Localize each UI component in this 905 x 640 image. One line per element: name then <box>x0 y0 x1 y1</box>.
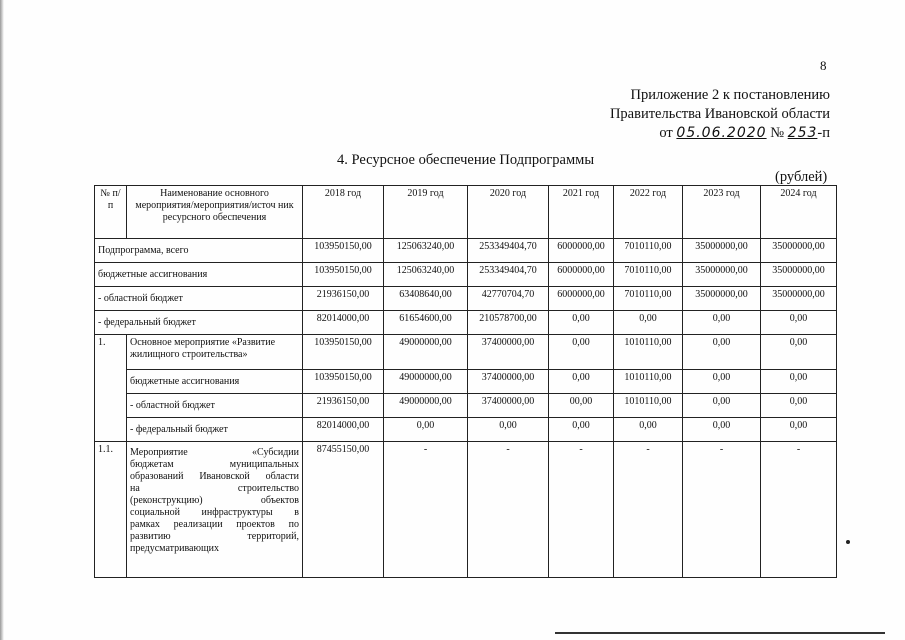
decree-date: 05.06.2020 <box>676 125 767 141</box>
cell-value: 35000000,00 <box>761 263 837 287</box>
header-year: 2021 год <box>549 186 614 239</box>
table-row <box>95 370 837 394</box>
cell-value: 103950150,00 <box>303 370 384 394</box>
cell-value: 0,00 <box>761 335 837 370</box>
cell-value: 103950150,00 <box>303 263 384 287</box>
header-year: 2022 год <box>614 186 683 239</box>
cell-value: 0,00 <box>761 311 837 335</box>
row-label: Подпрограмма, всего <box>95 239 303 263</box>
cell-value: 0,00 <box>761 418 837 442</box>
page-number: 8 <box>820 58 827 73</box>
table-row <box>95 335 837 370</box>
label-line: бюджетам муниципальных <box>130 459 299 470</box>
resource-table <box>94 185 837 578</box>
row-number: 1. <box>95 335 127 442</box>
table-row <box>95 263 837 287</box>
row-label: - федеральный бюджет <box>95 311 303 335</box>
number-suffix: -п <box>817 125 830 141</box>
cell-value: 37400000,00 <box>468 335 549 370</box>
cell-value: 7010110,00 <box>614 263 683 287</box>
cell-value: 0,00 <box>683 394 761 418</box>
cell-value: 210578700,00 <box>468 311 549 335</box>
row-label: - областной бюджет <box>95 287 303 311</box>
cell-value: 0,00 <box>683 370 761 394</box>
row-label: бюджетные ассигнования <box>95 263 303 287</box>
cell-value: 61654600,00 <box>384 311 468 335</box>
cell-value: 63408640,00 <box>384 287 468 311</box>
scan-edge <box>0 0 4 640</box>
cell-value: 125063240,00 <box>384 263 468 287</box>
appendix-line-3 <box>610 124 830 143</box>
table-row <box>95 394 837 418</box>
row-number: 1.1. <box>95 442 127 578</box>
row-label: бюджетные ассигнования <box>127 370 303 394</box>
cell-value: - <box>384 442 468 578</box>
cell-value: 0,00 <box>614 311 683 335</box>
header-year: 2024 год <box>761 186 837 239</box>
cell-value: 125063240,00 <box>384 239 468 263</box>
cell-value: 1010110,00 <box>614 394 683 418</box>
cell-value: 0,00 <box>468 418 549 442</box>
table-row <box>95 239 837 263</box>
row-label: - областной бюджет <box>127 394 303 418</box>
section-title: 4. Ресурсное обеспечение Подпрограммы <box>337 152 595 168</box>
header-row <box>95 186 837 239</box>
scan-speck <box>846 540 850 544</box>
cell-value: 0,00 <box>549 335 614 370</box>
cell-value: 37400000,00 <box>468 370 549 394</box>
cell-value: - <box>549 442 614 578</box>
cell-value: 7010110,00 <box>614 287 683 311</box>
cell-value: 35000000,00 <box>683 263 761 287</box>
number-label: № <box>770 125 785 141</box>
cell-value: 0,00 <box>614 418 683 442</box>
from-label: от <box>659 125 673 141</box>
cell-value: - <box>468 442 549 578</box>
appendix-line-1: Приложение 2 к постановлению <box>630 87 830 103</box>
cell-value: 103950150,00 <box>303 239 384 263</box>
currency-note: (рублей) <box>775 169 828 185</box>
cell-value: 0,00 <box>683 335 761 370</box>
header-name: Наименование основного мероприятия/мероприятия/источ ник ресурсного обеспечения <box>127 186 303 239</box>
cell-value: 49000000,00 <box>384 335 468 370</box>
cell-value: 35000000,00 <box>683 239 761 263</box>
cell-value: 87455150,00 <box>303 442 384 578</box>
cell-value: 6000000,00 <box>549 287 614 311</box>
row-label: - федеральный бюджет <box>127 418 303 442</box>
cell-value: 21936150,00 <box>303 394 384 418</box>
cell-value: 0,00 <box>549 311 614 335</box>
cell-value: 253349404,70 <box>468 239 549 263</box>
label-line: предусматривающих <box>130 543 220 554</box>
cell-value: 35000000,00 <box>761 287 837 311</box>
cell-value: 1010110,00 <box>614 370 683 394</box>
table-body <box>95 186 837 578</box>
header-year: 2018 год <box>303 186 384 239</box>
cell-value: 6000000,00 <box>549 263 614 287</box>
cell-value: 21936150,00 <box>303 287 384 311</box>
cell-value: 42770704,70 <box>468 287 549 311</box>
appendix-line-2: Правительства Ивановской области <box>609 106 830 122</box>
cell-value: 1010110,00 <box>614 335 683 370</box>
row-label: Основное мероприятие «Развитие жилищного строительства» <box>127 335 303 370</box>
header-year: 2019 год <box>384 186 468 239</box>
decree-number: 253 <box>787 125 818 141</box>
cell-value: 0,00 <box>683 311 761 335</box>
label-line: развитию территорий, <box>130 531 299 542</box>
cell-value: 103950150,00 <box>303 335 384 370</box>
cell-value: 00,00 <box>549 394 614 418</box>
table-row <box>95 311 837 335</box>
table-row <box>95 442 837 578</box>
cell-value: 7010110,00 <box>614 239 683 263</box>
cell-value: - <box>683 442 761 578</box>
cell-value: 35000000,00 <box>683 287 761 311</box>
label-line: рамках реализации проектов по <box>130 519 299 530</box>
label-line: (реконструкцию) объектов <box>130 495 299 506</box>
cell-value: 6000000,00 <box>549 239 614 263</box>
cell-value: 0,00 <box>761 370 837 394</box>
label-line: на строительство <box>130 483 299 494</box>
label-line: социальной инфраструктуры в <box>130 507 299 518</box>
cell-value: - <box>761 442 837 578</box>
row-label <box>127 442 303 578</box>
cell-value: 82014000,00 <box>303 418 384 442</box>
header-year: 2023 год <box>683 186 761 239</box>
appendix-header <box>610 86 830 143</box>
scan-bottom-edge <box>555 632 885 634</box>
label-line: образований Ивановской области <box>130 471 299 482</box>
cell-value: 37400000,00 <box>468 394 549 418</box>
cell-value: 35000000,00 <box>761 239 837 263</box>
cell-value: 0,00 <box>683 418 761 442</box>
header-num: № п/п <box>95 186 127 239</box>
cell-value: - <box>614 442 683 578</box>
cell-value: 0,00 <box>549 370 614 394</box>
cell-value: 49000000,00 <box>384 394 468 418</box>
cell-value: 0,00 <box>549 418 614 442</box>
cell-value: 0,00 <box>761 394 837 418</box>
table-row <box>95 287 837 311</box>
cell-value: 82014000,00 <box>303 311 384 335</box>
header-year: 2020 год <box>468 186 549 239</box>
cell-value: 253349404,70 <box>468 263 549 287</box>
cell-value: 49000000,00 <box>384 370 468 394</box>
label-line: Мероприятие «Субсидии <box>130 447 299 458</box>
table-row <box>95 418 837 442</box>
cell-value: 0,00 <box>384 418 468 442</box>
